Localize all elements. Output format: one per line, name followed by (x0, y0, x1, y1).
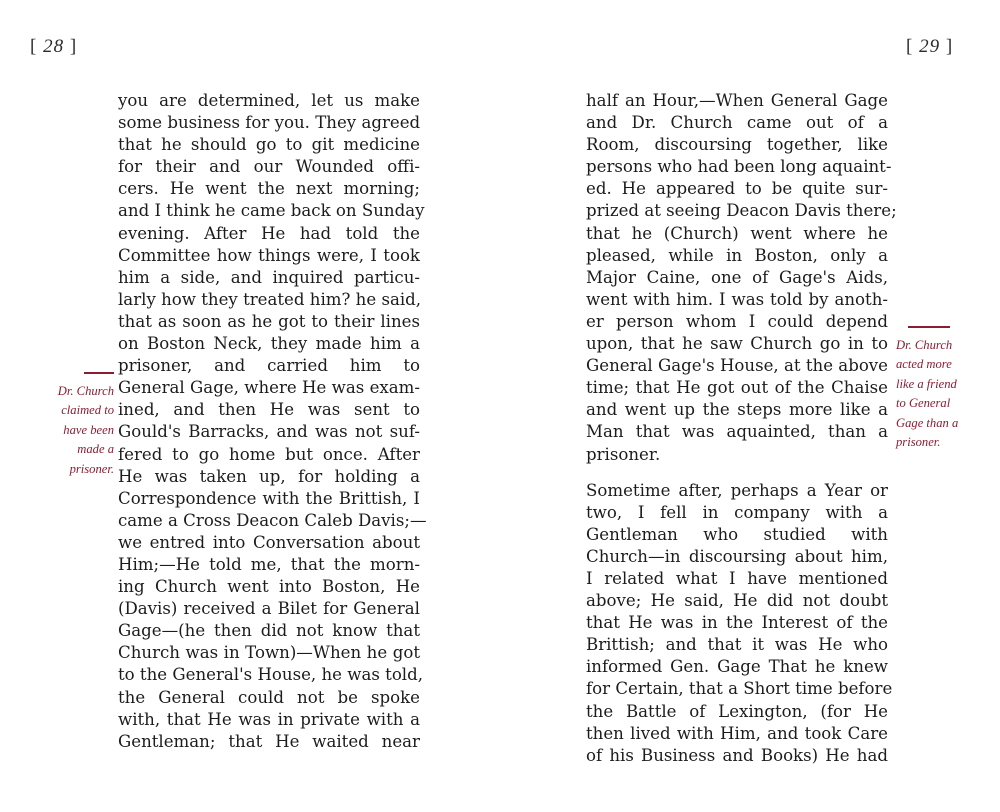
margin-note-left (38, 372, 114, 479)
text-line: prisoner, and carried him to (118, 356, 420, 376)
text-line: of his Business and Books) He had (586, 745, 888, 765)
paragraph-gap (586, 466, 888, 480)
text-line: (Davis) received a Bilet for General (118, 599, 420, 619)
text-line: with, that He was in private with a (118, 709, 420, 729)
text-line: cers. He went the next morning; (118, 179, 420, 199)
right-paragraph-2 (586, 480, 893, 767)
margin-note-right-text (896, 336, 972, 452)
text-line: General Gage's House, at the above (586, 356, 888, 376)
text-line: Sometime after, perhaps a Year or (586, 480, 888, 500)
margin-note-rule (908, 326, 950, 328)
left-page-text (118, 90, 427, 753)
text-line: then lived with Him, and took Care (586, 723, 888, 743)
note-line: acted more (896, 357, 952, 372)
text-line: Brittish; and that it was He who (586, 635, 888, 655)
margin-note-right (896, 326, 972, 452)
text-line: persons who had been long aquaint- (586, 157, 892, 177)
text-line: prisoner. (586, 444, 661, 464)
note-line: have been (63, 422, 114, 437)
text-line: Committee how things were, I took (118, 245, 420, 265)
text-line: larly how they treated him? he said, (118, 289, 422, 309)
text-line: prized at seeing Deacon Davis there; (586, 201, 897, 221)
text-line: Major Caine, one of Gage's Aids, (586, 267, 888, 287)
text-line: upon, that he saw Church go in to (586, 334, 888, 354)
text-line: half an Hour,—When General Gage (586, 91, 888, 110)
text-line: the General could not be spoke (118, 687, 420, 707)
text-line: two, I fell in company with a (586, 502, 888, 522)
left-paragraph (118, 90, 427, 753)
text-line: for Certain, that a Short time before (586, 679, 893, 699)
margin-note-rule (84, 372, 114, 374)
text-line: He was taken up, for holding a (118, 466, 420, 486)
note-line: to General (896, 396, 951, 411)
text-line: you are determined, let us make (118, 91, 420, 110)
text-line: Gould's Barracks, and was not suf- (118, 422, 420, 442)
text-line: and went up the steps more like a (586, 400, 888, 420)
page-number-left: [ 28 ] (30, 36, 78, 57)
note-line: Gage than a (896, 415, 959, 430)
text-line: Room, discoursing together, like (586, 135, 888, 155)
text-line: that he should go to git medicine (118, 135, 420, 155)
text-line: the Battle of Lexington, (for He (586, 701, 888, 721)
text-line: went with him. I was told by anoth- (586, 289, 888, 309)
text-line: on Boston Neck, they made him a (118, 334, 420, 354)
note-line: prisoner. (69, 461, 114, 476)
text-line: some business for you. They agreed (118, 113, 421, 133)
note-line: made a (77, 442, 114, 457)
text-line: for their and our Wounded offi- (118, 157, 420, 177)
text-line: to the General's House, he was told, (118, 665, 424, 685)
text-line: pleased, while in Boston, only a (586, 245, 888, 265)
note-line: prisoner. (896, 435, 941, 450)
note-line: Dr. Church (57, 384, 114, 398)
text-line: Gentleman; that He waited near (118, 731, 420, 751)
right-paragraph-1 (586, 90, 897, 466)
text-line: that He was in the Interest of the (586, 613, 888, 633)
text-line: and I think he came back on Sunday (118, 201, 425, 221)
note-line: claimed to (61, 403, 114, 418)
text-line: I related what I have mentioned (586, 568, 888, 588)
text-line: him a side, and inquired particu- (118, 267, 420, 287)
page-number-right-value: 29 (919, 36, 941, 57)
text-line: we entred into Conversation about (118, 532, 420, 552)
text-line: Church was in Town)—When he got (118, 643, 420, 663)
text-line: Man that was aquainted, than a (586, 422, 888, 442)
text-line: Gentleman who studied with (586, 524, 888, 544)
text-line: evening. After He had told the (118, 223, 420, 243)
text-line: ed. He appeared to be quite sur- (586, 179, 888, 199)
margin-note-left-text (38, 382, 114, 479)
page-number-right: [ 29 ] (906, 36, 954, 57)
text-line: that he (Church) went where he (586, 223, 888, 243)
text-line: came a Cross Deacon Caleb Davis;— (118, 510, 427, 530)
text-line: ined, and then He was sent to (118, 400, 420, 420)
text-line: Church—in discoursing about him, (586, 546, 888, 566)
text-line: above; He said, He did not doubt (586, 591, 888, 611)
text-line: Correspondence with the Brittish, I (118, 488, 420, 508)
page-number-left-value: 28 (43, 36, 65, 57)
right-page-text (586, 90, 897, 767)
text-line: ing Church went into Boston, He (118, 577, 420, 597)
text-line: fered to go home but once. After (118, 444, 420, 464)
text-line: that as soon as he got to their lines (118, 311, 420, 331)
text-line: informed Gen. Gage That he knew (586, 657, 888, 677)
text-line: er person whom I could depend (586, 311, 888, 331)
note-line: Dr. Church (896, 338, 953, 352)
text-line: time; that He got out of the Chaise (586, 378, 888, 398)
note-line: like a friend (896, 376, 957, 391)
text-line: Gage—(he then did not know that (118, 621, 420, 641)
text-line: Him;—He told me, that the morn- (118, 554, 420, 574)
text-line: General Gage, where He was exam- (118, 378, 420, 398)
text-line: and Dr. Church came out of a (586, 113, 888, 133)
